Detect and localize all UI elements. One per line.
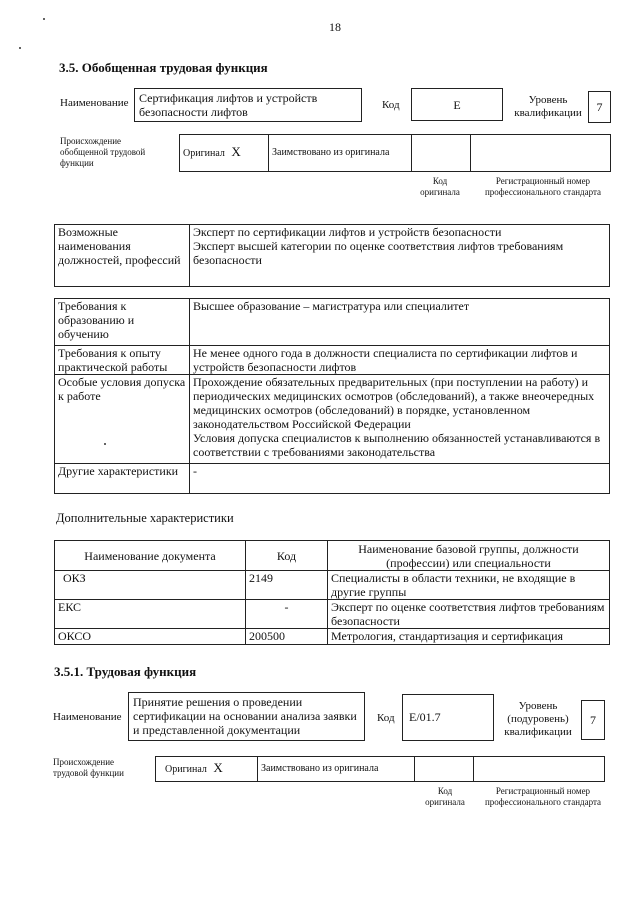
- origin-table: [179, 134, 611, 172]
- sub-original-cell: [156, 757, 258, 782]
- origin-label: Происхождение обобщенной трудовой функции: [60, 136, 146, 168]
- table-cell: 200500: [246, 629, 328, 645]
- admission-value: [190, 375, 610, 464]
- orig-code-cell: [412, 135, 471, 172]
- reg-number-caption: Регистрационный номер профессионального стандарта: [484, 176, 602, 197]
- sub-reg-number-cell: [474, 757, 605, 782]
- orig-code-caption: Код оригинала: [420, 176, 460, 197]
- admission-text: Прохождение обязательных предварительных (при поступлении на работу) и периодических медицинских осмотров (обследований), а также внеочередных медицинских осмотров (обследований) в порядке, установленном законодательством Российской Федерации: [193, 375, 595, 431]
- sub-level-box: [581, 700, 605, 740]
- reg-number-cell: [471, 135, 611, 172]
- scan-dot: [19, 47, 21, 49]
- experience-label: Требования к опыту практической работы: [55, 346, 190, 375]
- sub-borrowed-label: Заимствовано из оригинала: [261, 763, 379, 774]
- admission-text-2: Условия допуска специалистов к выполнению обязанностей устанавливаются в соответствии с требованиями законодательства: [193, 431, 601, 459]
- table-cell: Метрология, стандартизация и сертификация: [328, 629, 610, 645]
- sub-orig-code-cell: [415, 757, 474, 782]
- table-cell: ОКСО: [55, 629, 246, 645]
- sub-origin-table: [155, 756, 605, 782]
- name-label: Наименование: [60, 97, 129, 109]
- sub-original-label: Оригинал: [165, 764, 207, 775]
- position-item: Эксперт высшей категории по оценке соответствия лифтов требованиям безопасности: [193, 239, 564, 267]
- level-value: 7: [596, 100, 603, 114]
- code-label: Код: [382, 99, 400, 111]
- table-cell: Эксперт по оценке соответствия лифтов требованиям безопасности: [328, 600, 610, 629]
- page-number: 18: [329, 20, 341, 34]
- original-cell: [180, 135, 269, 172]
- experience-value: Не менее одного года в должности специалиста по сертификации лифтов и устройств безопасности лифтов: [190, 346, 610, 375]
- position-item: Эксперт по сертификации лифтов и устройств безопасности: [193, 225, 502, 239]
- borrowed-cell: [269, 135, 412, 172]
- sub-name-label: Наименование: [53, 711, 122, 723]
- other-value: -: [190, 464, 610, 494]
- original-label: Оригинал: [183, 148, 225, 159]
- table-cell: 2149: [246, 571, 328, 600]
- function-name-box: [134, 88, 362, 122]
- sub-code-value: E/01.7: [409, 710, 441, 724]
- sub-function-name-box: [128, 692, 365, 741]
- other-label: Другие характеристики: [55, 464, 190, 494]
- header-code: Код: [246, 541, 328, 571]
- sub-function-name: Принятие решения о проведении сертификации на основании анализа заявки и представленной документации: [133, 695, 357, 737]
- header-group: Наименование базовой группы, должности (профессии) или специальности: [328, 541, 610, 571]
- level-label: Уровень квалификации: [514, 94, 582, 119]
- additional-table: [54, 540, 610, 645]
- function-name: Сертификация лифтов и устройств безопасности лифтов: [139, 91, 318, 119]
- section-title: 3.5. Обобщенная трудовая функция: [59, 60, 268, 75]
- table-cell: ЕКС: [55, 600, 246, 629]
- original-mark: X: [231, 144, 241, 159]
- scan-dot: [43, 18, 45, 20]
- sub-level-value: 7: [590, 713, 596, 727]
- sub-borrowed-cell: [258, 757, 415, 782]
- sub-code-label: Код: [377, 712, 395, 724]
- table-cell: -: [246, 600, 328, 629]
- education-label: Требования к образованию и обучению: [55, 299, 190, 346]
- level-box: [588, 91, 611, 123]
- subsection-title: 3.5.1. Трудовая функция: [54, 664, 197, 679]
- sub-reg-number-caption: Регистрационный номер профессионального стандарта: [484, 786, 602, 807]
- code-value: E: [453, 98, 461, 112]
- borrowed-label: Заимствовано из оригинала: [272, 147, 390, 158]
- sub-original-mark: X: [213, 760, 223, 775]
- sub-level-label: Уровень (подуровень) квалификации: [504, 700, 572, 738]
- positions-label: Возможные наименования должностей, профессий: [55, 225, 190, 287]
- sub-orig-code-caption: Код оригинала: [425, 786, 465, 807]
- sub-code-box: [402, 694, 494, 741]
- positions-values: [190, 225, 610, 287]
- sub-origin-label: Происхождение трудовой функции: [53, 757, 124, 778]
- additional-title: Дополнительные характеристики: [56, 511, 234, 525]
- table-cell: ОКЗ: [55, 571, 246, 600]
- requirements-table: [54, 298, 610, 494]
- admission-label: Особые условия допуска к работе: [55, 375, 190, 464]
- table-cell: Специалисты в области техники, не входящие в другие группы: [328, 571, 610, 600]
- positions-table: [54, 224, 610, 287]
- education-value: Высшее образование – магистратура или специалитет: [190, 299, 610, 346]
- code-box: [411, 88, 503, 121]
- header-doc: Наименование документа: [55, 541, 246, 571]
